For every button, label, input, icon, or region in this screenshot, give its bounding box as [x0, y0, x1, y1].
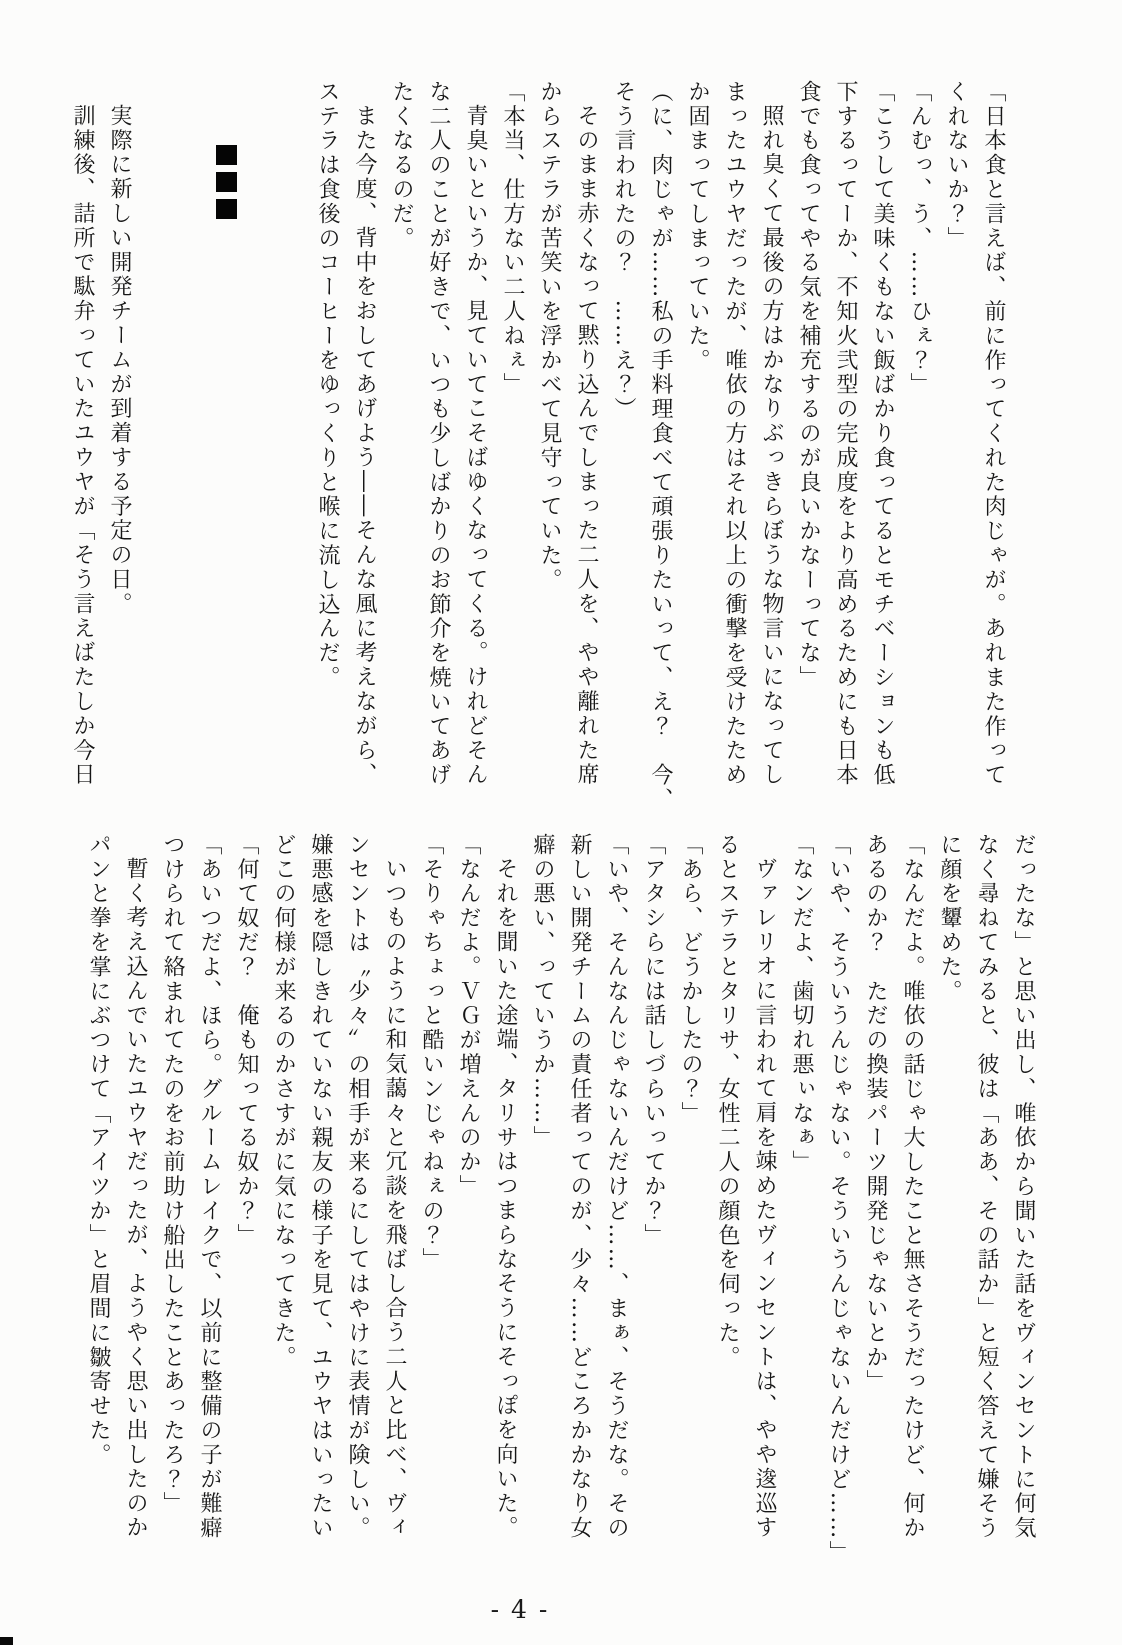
- text-column: 「なんだよ。唯依の話じゃ大したこと無さそうだったけど、何か: [900, 833, 925, 1541]
- text-column: そう言われたの？ ……え？）: [611, 80, 636, 422]
- text-column: ヴァレリオに言われて肩を竦めたヴィンセントは、やや逡巡す: [752, 857, 777, 1541]
- text-column: 訓練後、詰所で駄弁っていたユウヤが「そう言えばたしか今日: [70, 104, 95, 788]
- text-column: ンセントは〝少々〟の相手が来るにしてはやけに表情が険しい。: [345, 833, 370, 1541]
- top-text-block: [309, 80, 1012, 812]
- text-column: つけられて絡まれてたのをお前助け船出したことあったろ？」: [160, 833, 185, 1517]
- divider-square: [216, 145, 237, 165]
- text-column: 「そりゃちょっと酷いンじゃねぇの？」: [419, 833, 444, 1273]
- text-column: くれないか？」: [944, 80, 969, 251]
- text-column: 新しい開発チームの責任者ってのが、少々……どころかかなり女: [567, 833, 592, 1541]
- text-column: からステラが苦笑いを浮かべて見守っていた。: [537, 80, 562, 593]
- text-column: 「あら、どうかしたの？」: [678, 833, 703, 1126]
- top-closing-text-block: [64, 80, 138, 796]
- text-column: に顔を顰めた。: [937, 833, 962, 1004]
- text-column: 「なンだよ、歯切れ悪ぃなぁ」: [789, 833, 814, 1175]
- text-column: 「いや、そういうんじゃない。そういうんじゃないんだけど……」: [826, 833, 851, 1565]
- text-column: なく尋ねてみると、彼は「ああ、その話か」と短く答えて嫌そう: [974, 833, 999, 1541]
- text-column: （に、肉じゃが……私の手料理食べて頑張りたいって、え？ 今、: [648, 80, 673, 812]
- text-column: ステラは食後のコーヒーをゆっくりと喉に流し込んだ。: [315, 80, 340, 690]
- bottom-text-block: [80, 833, 1042, 1573]
- text-column: 「アタシらには話しづらいってか？」: [641, 833, 666, 1248]
- text-column: るとステラとタリサ、女性二人の顔色を伺った。: [715, 833, 740, 1370]
- text-column: 「何て奴だ？ 俺も知ってる奴か？」: [234, 833, 259, 1248]
- text-column: 食でも食ってやる気を補充するのが良いかなーってな」: [796, 80, 821, 690]
- text-column: 「いや、そんなんじゃないんだけど……、まぁ、そうだな。その: [604, 833, 629, 1541]
- section-divider: [216, 145, 237, 226]
- text-column: 実際に新しい開発チームが到着する予定の日。: [107, 104, 132, 617]
- text-column: 癖の悪い、っていうか……」: [530, 833, 555, 1151]
- text-column: 「本当、仕方ない二人ねぇ」: [500, 80, 525, 398]
- text-column: いつものように和気藹々と冗談を飛ばし合う二人と比べ、ヴィ: [382, 857, 407, 1541]
- text-column: だったな」と思い出し、唯依から聞いた話をヴィンセントに何気: [1011, 833, 1036, 1541]
- text-column: そのまま赤くなって黙り込んでしまった二人を、やや離れた席: [574, 104, 599, 788]
- text-column: まったユウヤだったが、唯依の方はそれ以上の衝撃を受けたため: [722, 80, 747, 788]
- scan-artifact: [0, 1637, 13, 1645]
- text-column: 「んむっ、う、……ひぇ？」: [907, 80, 932, 398]
- divider-square: [216, 172, 237, 192]
- text-column: 青臭いというか、見ていてこそばゆくなってくる。けれどそん: [463, 104, 488, 788]
- text-column: 「あいつだよ、ほら。グルームレイクで、以前に整備の子が難癖: [197, 833, 222, 1541]
- text-column: な二人のことが好きで、いつも少しばかりのお節介を焼いてあげ: [426, 80, 451, 788]
- text-column: 下するってーか、不知火弐型の完成度をより高めるためにも日本: [833, 80, 858, 788]
- text-column: 「こうして美味くもない飯ばかり食ってるとモチベーションも低: [870, 80, 895, 788]
- text-column: 暫く考え込んでいたユウヤだったが、ようやく思い出したのか: [123, 857, 148, 1541]
- text-column: か固まってしまっていた。: [685, 80, 710, 373]
- text-column: たくなるのだ。: [389, 80, 414, 251]
- text-column: それを聞いた途端、タリサはつまらなそうにそっぽを向いた。: [493, 857, 518, 1541]
- text-column: 「日本食と言えば、前に作ってくれた肉じゃが。あれまた作って: [981, 80, 1006, 788]
- text-column: 嫌悪感を隠しきれていない親友の様子を見て、ユウヤはいったい: [308, 833, 333, 1541]
- page-number: - 4 -: [490, 1595, 550, 1624]
- text-column: あるのか？ ただの換装パーツ開発じゃないとか」: [863, 833, 888, 1395]
- text-column: どこの何様が来るのかさすがに気になってきた。: [271, 833, 296, 1370]
- divider-square: [216, 199, 237, 219]
- text-column: 「なんだよ。ＶＧが増えんのか」: [456, 833, 481, 1199]
- text-column: 照れ臭くて最後の方はかなりぶっきらぼうな物言いになってし: [759, 104, 784, 788]
- text-column: また今度、背中をおしてあげよう――そんな風に考えながら、: [352, 104, 377, 788]
- text-column: パンと拳を掌にぶつけて「アイツか」と眉間に皺寄せた。: [86, 833, 111, 1468]
